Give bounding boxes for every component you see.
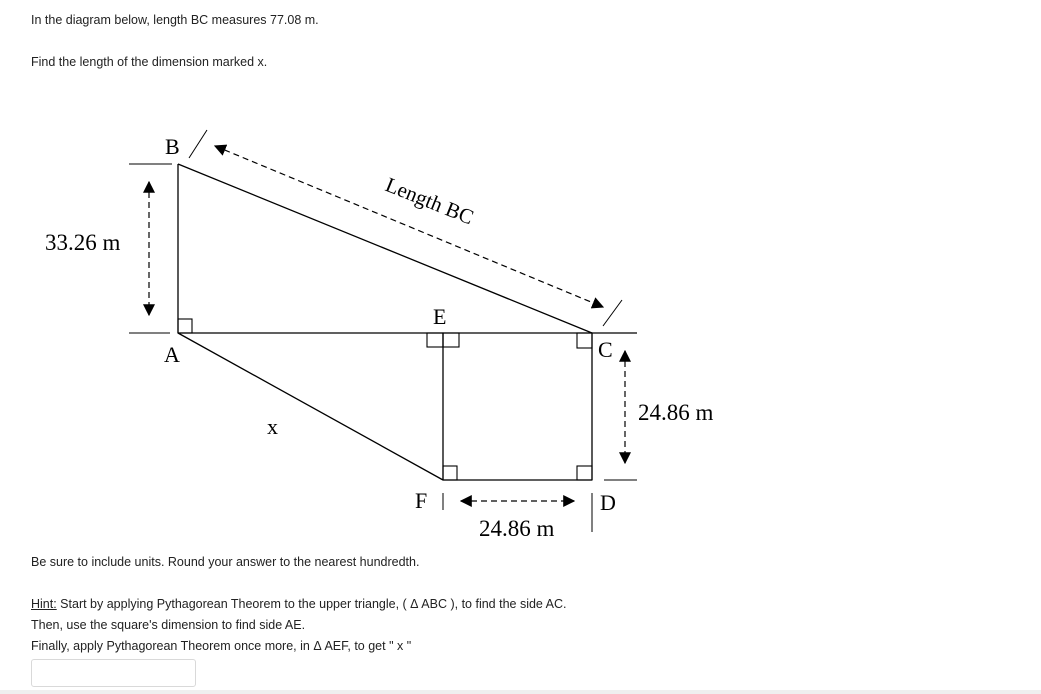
right-angle-marker-e-left <box>427 333 443 347</box>
instructions-text: Be sure to include units. Round your answer to the nearest hundredth. <box>31 555 420 569</box>
segment-af <box>178 333 443 480</box>
right-angle-marker-d <box>577 466 592 480</box>
hint-line-3: Finally, apply Pythagorean Theorem once more, in Δ AEF, to get " x " <box>31 639 412 653</box>
label-point-d: D <box>600 490 616 515</box>
hint-line-1-text: Start by applying Pythagorean Theorem to the upper triangle, ( Δ ABC ), to find the side AC. <box>56 597 567 611</box>
x-label: x <box>267 414 278 439</box>
length-bc-label: Length BC <box>382 172 478 230</box>
label-point-a: A <box>164 342 180 367</box>
label-point-e: E <box>433 304 447 329</box>
hint-label: Hint: <box>31 597 57 611</box>
cd-dimension-label: 24.86 m <box>638 400 714 425</box>
question-line-2: Find the length of the dimension marked x. <box>31 55 268 69</box>
right-angle-marker-f <box>443 466 457 480</box>
hint-line-1 <box>31 597 567 611</box>
right-angle-marker-c <box>577 333 592 348</box>
bc-dimension-arrow <box>215 146 603 307</box>
hint-line-2: Then, use the square's dimension to find side AE. <box>31 618 306 632</box>
label-point-f: F <box>415 488 428 513</box>
label-point-c: C <box>598 337 613 362</box>
right-angle-marker-a <box>178 319 192 333</box>
bottom-divider <box>0 690 1041 694</box>
ab-dimension-label: 33.26 m <box>45 230 121 255</box>
right-angle-marker-e-right <box>443 333 459 347</box>
label-point-b: B <box>165 134 180 159</box>
question-line-1: In the diagram below, length BC measures 77.08 m. <box>31 13 319 27</box>
answer-input[interactable] <box>31 659 196 687</box>
fd-dimension-label: 24.86 m <box>479 516 555 541</box>
